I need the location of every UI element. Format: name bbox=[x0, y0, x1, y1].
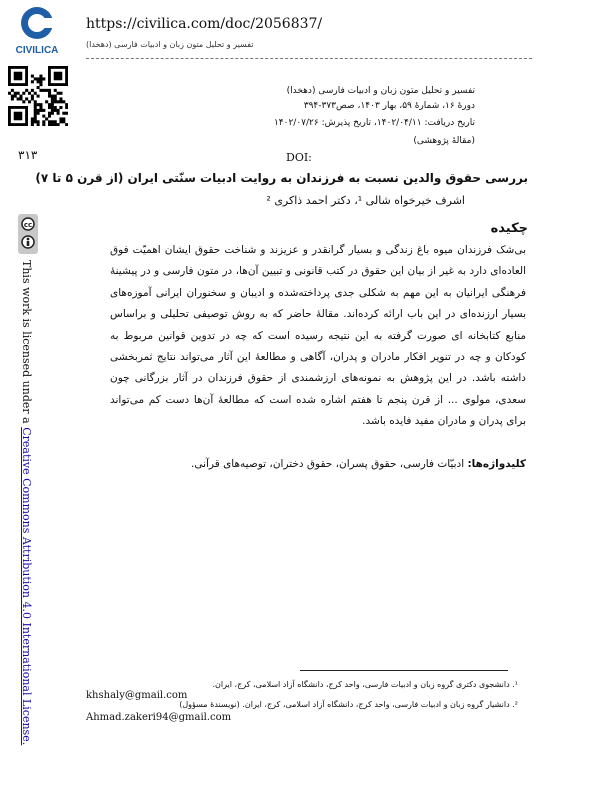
svg-text:cc: cc bbox=[23, 221, 33, 229]
journal-name: تفسیر و تحلیل متون زبان و ادبیات فارسی (دهخدا) bbox=[286, 86, 475, 96]
abstract-heading: چکیده bbox=[490, 221, 528, 236]
logo-text: CIVILICA bbox=[15, 45, 59, 56]
paper-type: (مقالۀ پژوهشی) bbox=[413, 136, 475, 146]
footnote-author-1: ¹. دانشجوی دکتری گروه زبان و ادبیات فارسی، واحد کرج، دانشگاه آزاد اسلامی، کرج، ایران. bbox=[212, 680, 518, 689]
footnote-divider bbox=[300, 670, 508, 671]
document-url[interactable]: https://civilica.com/doc/2056837/ bbox=[86, 16, 323, 32]
keywords-line bbox=[191, 458, 526, 470]
received-accepted-dates: تاریخ دریافت: ۱۴۰۲/۰۴/۱۱، تاریخ پذیرش: ۱۴۰۲/۰۷/۲۶ bbox=[273, 118, 475, 128]
email-author-2[interactable]: Ahmad.zakeri94@gmail.com bbox=[86, 712, 232, 723]
doi-label: DOI: bbox=[286, 151, 312, 164]
civilica-logo[interactable] bbox=[6, 4, 68, 56]
email-author-1[interactable]: khshaly@gmail.com bbox=[86, 690, 188, 701]
keywords-label: کلیدواژه‌ها: bbox=[467, 458, 526, 470]
license-notice bbox=[20, 260, 33, 745]
authors: اشرف خیرخواه شالی ¹، دکتر احمد ذاکری ² bbox=[266, 194, 465, 207]
creative-commons-badge[interactable] bbox=[18, 214, 38, 254]
footnote-author-2: ². دانشیار گروه زبان و ادبیات فارسی، واحد کرج، دانشگاه آزاد اسلامی، کرج، ایران. (نویسندۀ مسؤول) bbox=[179, 700, 518, 709]
page-number: ۳۱۳ bbox=[18, 148, 38, 162]
qr-code bbox=[8, 66, 68, 126]
license-prefix: This work is licensed under a bbox=[20, 260, 33, 428]
issue-info: دورۀ ۱۶، شمارۀ ۵۹، بهار ۱۴۰۳، صص۳۷۳-۳۹۴ bbox=[303, 101, 475, 111]
paper-title: بررسی حقوق والدین نسبت به فرزندان به روایت ادبیات سنّتی ایران (از قرن ۵ تا ۷) bbox=[35, 171, 528, 185]
header-divider bbox=[86, 58, 532, 59]
keywords-list: ادبیّات فارسی، حقوق پسران، حقوق دختران، توصیه‌های قرآنی. bbox=[191, 458, 465, 470]
license-link[interactable]: Creative Commons Attribution 4.0 International License. bbox=[20, 427, 33, 746]
abstract-body: بی‌شک فرزندان میوه باغ زندگی و بسیار گرانقدر و عزیزند و شناخت حقوق ایشان اهمیّت فوق العاده‌ای دارد به غیر از بیان این حقوق در کتب قانونی و تبیین آن‌ها، در متون فارسی و در پیشینۀ فرهنگی ایرانیان به این مهم به شکلی جدی پرداخته‌شده و ادیبان و سخنوران ایرانی آموزه‌های بسیار ارزنده‌ای در این باب ارائه کرده‌اند. مقالۀ حاضر که به روش توصیفی تحلیلی و براساس منابع کتابخانه ای صورت گرفته به این نتیجه رسیده است که چه در تدوین قوانین مربوط به کودکان و چه در تنویر افکار مادران و پدران، آگاهی و مطالعۀ این آثار می‌تواند نتایج ثمربخشی داشته باشد. در این پژوهش به نمونه‌های ارزشمندی از حقوق فرزندان در آثار بزرگانی چون سعدی، مولوی ... از قرن پنجم تا هفتم اشاره شده است که مطالعۀ آن‌ها دست کم می‌تواند برای پدران و مادران مفید فایده باشد. bbox=[110, 244, 526, 428]
journal-subtitle: تفسیر و تحلیل متون زبان و ادبیات فارسی (دهخدا) bbox=[86, 40, 254, 49]
